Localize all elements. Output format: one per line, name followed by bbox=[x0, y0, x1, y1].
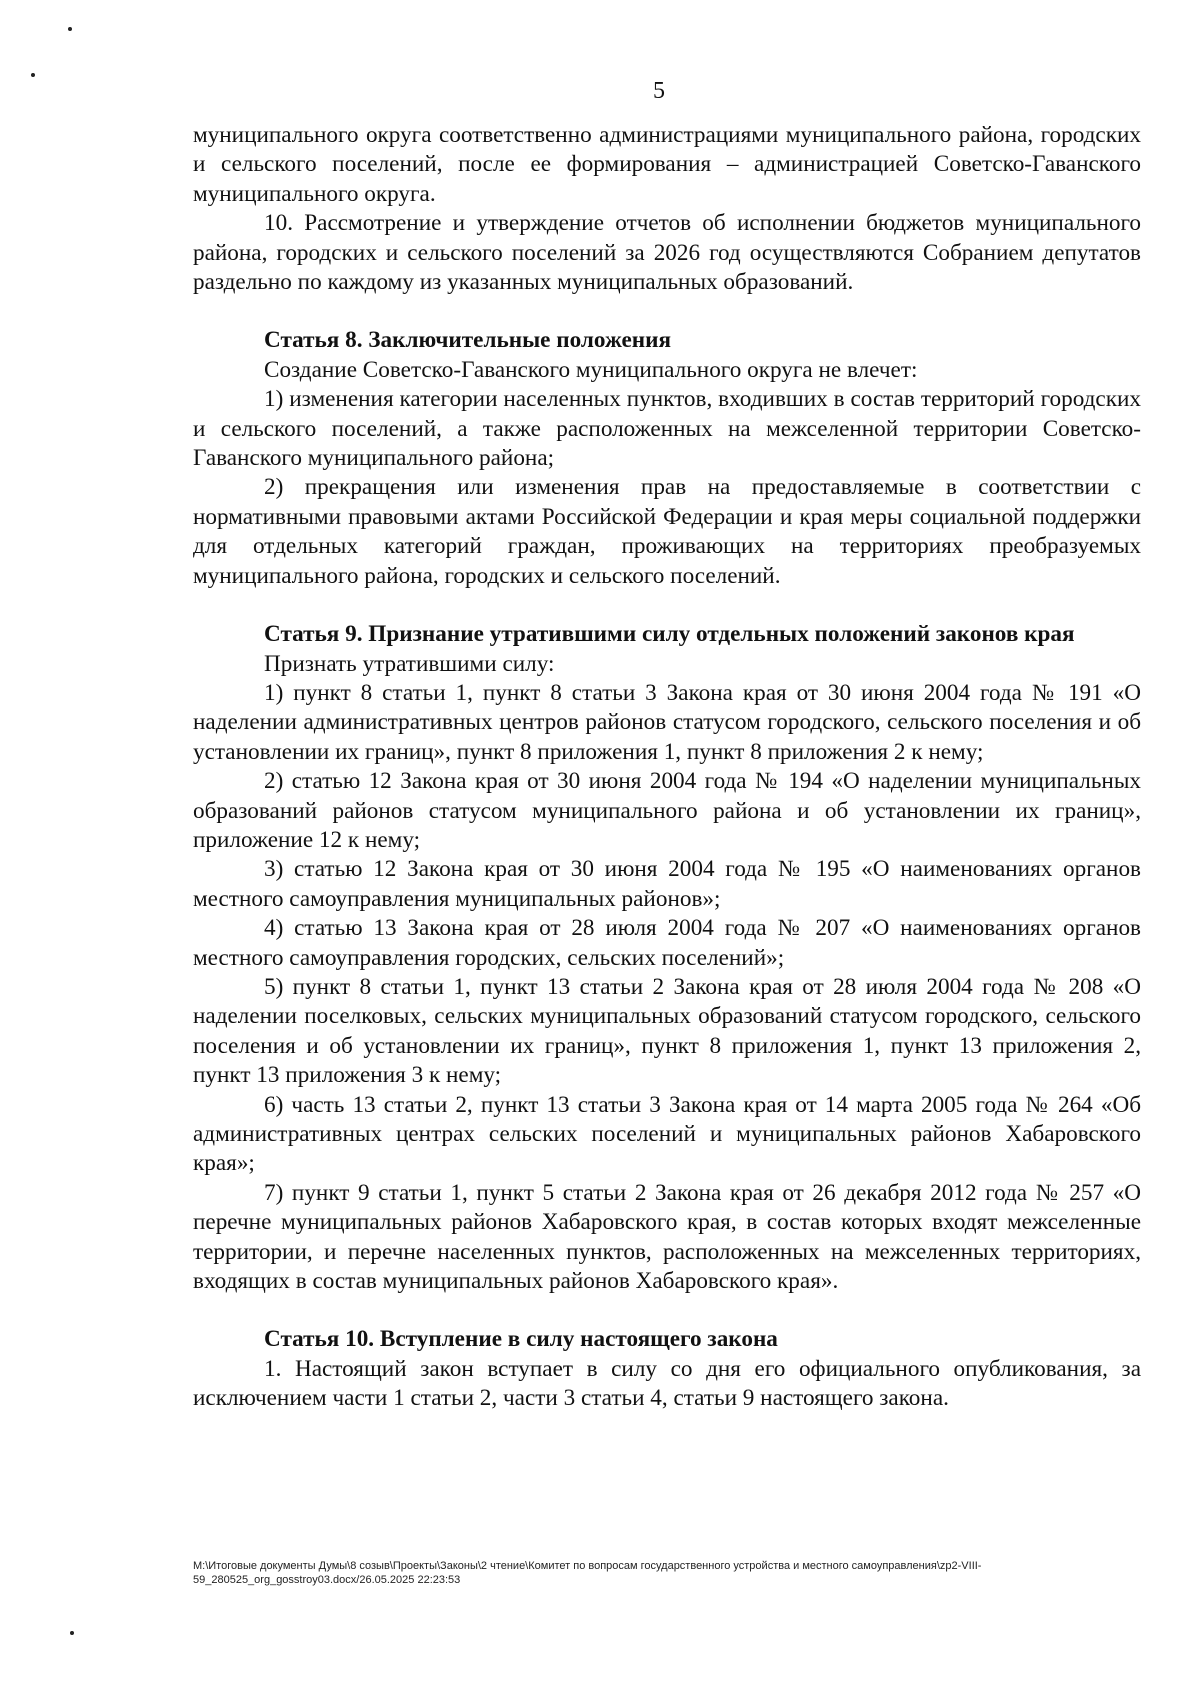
article-9-item: 3) статью 12 Закона края от 30 июня 2004 года № 195 «О наименованиях органов местного самоуправления муниципальных районов»; bbox=[193, 856, 1141, 912]
scan-mark bbox=[70, 1631, 74, 1635]
article-9-item: 1) пункт 8 статьи 1, пункт 8 статьи 3 Закона края от 30 июня 2004 года № 191 «О наделении административных центров районов статусом городского, сельского поселения и об установлении их границ», пункт 8 приложения 1, пункт 8 приложения 2 к нему; bbox=[193, 679, 1141, 765]
scan-mark bbox=[68, 27, 72, 31]
article-10-heading: Статья 10. Вступление в силу настоящего закона bbox=[264, 1326, 778, 1353]
paragraph: 10. Рассмотрение и утверждение отчетов об исполнении бюджетов муниципального района, городских и сельского поселений за 2026 год осуществляются Собранием депутатов раздельно по каждому из указанных муниципальных образований. bbox=[193, 210, 1141, 296]
article-8-item: 2) прекращения или изменения прав на предоставляемые в соответствии с нормативными правовыми актами Российской Федерации и края меры социальной поддержки для отдельных категорий граждан, проживающих на территориях преобразуемых муниципального района, городских и сельского поселений. bbox=[193, 474, 1141, 589]
paragraph: муниципального округа соответственно администрациями муниципального района, городских и сельского поселений, после ее формирования – администрацией Советско-Гаванского муниципального округа. bbox=[193, 122, 1141, 207]
article-9-item: 5) пункт 8 статьи 1, пункт 13 статьи 2 Закона края от 28 июля 2004 года № 208 «О наделении поселковых, сельских муниципальных образований статусом городского, сельского поселения и об установлении их границ», пункт 8 приложения 1, пункт 13 приложения 2, пункт 13 приложения 3 к нему; bbox=[193, 973, 1141, 1089]
article-9-item: 4) статью 13 Закона края от 28 июля 2004 года № 207 «О наименованиях органов местного самоуправления городских, сельских поселений»; bbox=[193, 915, 1141, 971]
article-9-intro: Признать утратившими силу: bbox=[264, 650, 555, 677]
article-9-item: 7) пункт 9 статьи 1, пункт 5 статьи 2 Закона края от 26 декабря 2012 года № 257 «О перечне муниципальных районов Хабаровского края, в состав которых входят межселенные территории, и перечне населенных пунктов, расположенных на межселенных территориях, входящих в состав муниципальных районов Хабаровского края». bbox=[193, 1179, 1141, 1295]
article-8-item: 1) изменения категории населенных пунктов, входивших в состав территорий городских и сельского поселений, а также расположенных на межселенной территории Советско-Гаванского муниципального района; bbox=[193, 386, 1141, 472]
file-path-footer: M:\Итоговые документы Думы\8 созыв\Проекты\Законы\2 чтение\Комитет по вопросам государственного устройства и местного самоуправления\zp2-VIII-59_280525_org_gosstroy03.docx/26.05.2025 22:23:53 bbox=[193, 1560, 982, 1586]
article-8-heading: Статья 8. Заключительные положения bbox=[264, 327, 672, 354]
article-9-item: 2) статью 12 Закона края от 30 июня 2004 года № 194 «О наделении муниципальных образований районов статусом муниципального района и об установлении их границ», приложение 12 к нему; bbox=[193, 768, 1141, 853]
scan-mark bbox=[31, 73, 35, 77]
article-8-intro: Создание Советско-Гаванского муниципального округа не влечет: bbox=[264, 356, 918, 383]
document-body bbox=[193, 121, 1141, 1414]
page-number: 5 bbox=[653, 78, 665, 104]
article-10-item: 1. Настоящий закон вступает в силу со дня его официального опубликования, за исключением части 1 статьи 2, части 3 статьи 4, статьи 9 настоящего закона. bbox=[193, 1355, 1141, 1412]
article-9-item: 6) часть 13 статьи 2, пункт 13 статьи 3 Закона края от 14 марта 2005 года № 264 «Об административных центрах сельских поселений и муниципальных районов Хабаровского края»; bbox=[193, 1091, 1141, 1177]
article-9-heading: Статья 9. Признание утратившими силу отдельных положений законов края bbox=[264, 621, 1075, 648]
